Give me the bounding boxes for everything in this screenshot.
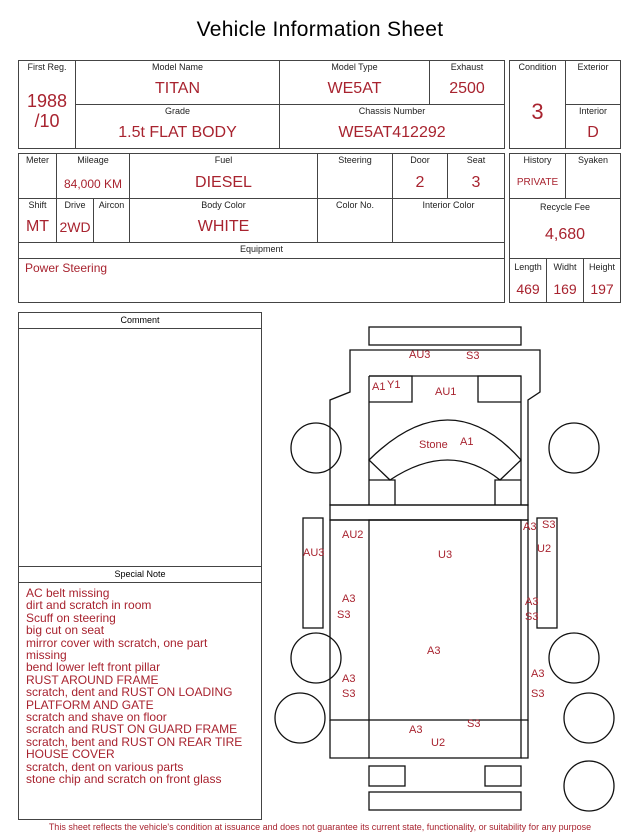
- list-item: scratch, dent on various parts: [26, 759, 184, 774]
- list-item: scratch and RUST ON GUARD FRAME: [26, 722, 238, 737]
- damage-mark: A1: [372, 381, 386, 393]
- list-item: dirt and scratch in room: [26, 598, 152, 613]
- chassis-value: WE5AT412292: [338, 124, 446, 141]
- list-item: RUST AROUND FRAME: [26, 672, 159, 687]
- fuel-cell: Fuel DIESEL: [130, 154, 318, 199]
- damage-mark: S3: [342, 688, 356, 700]
- damage-mark: AU3: [409, 349, 431, 361]
- length-cell: Length 469: [510, 259, 547, 302]
- list-item: scratch and shave on floor: [26, 710, 167, 725]
- vehicle-damage-diagram: [268, 318, 640, 818]
- list-item: stone chip and scratch on front glass: [26, 772, 222, 787]
- damage-mark: U3: [438, 549, 453, 561]
- recycle-value: 4,680: [544, 226, 586, 243]
- comment-header: Comment: [19, 313, 261, 329]
- model-name-value: TITAN: [154, 80, 201, 97]
- history-box: [509, 153, 621, 303]
- damage-mark: Stone: [419, 439, 448, 451]
- specs-box: [18, 153, 505, 303]
- bed-rear-corners: [330, 720, 528, 758]
- condition-cell: Condition 3: [510, 61, 566, 148]
- exterior-cell: Exterior: [566, 61, 620, 105]
- drive-cell: Drive 2WD: [57, 199, 94, 243]
- comment-box: [18, 312, 262, 820]
- history-cell: History PRIVATE: [510, 154, 566, 199]
- damage-mark: Y1: [387, 379, 401, 391]
- damage-mark: A3: [342, 673, 356, 685]
- width-cell: Widht 169: [547, 259, 584, 302]
- disclaimer-footer: This sheet reflects the vehicle's condition at issuance and does not guarantee its current state, functionality, or suitability for any purpose: [48, 822, 592, 832]
- drive-value: 2WD: [59, 219, 91, 235]
- mileage-value: 84,000 KM: [63, 177, 123, 191]
- rear-bumper-outline: [369, 792, 521, 810]
- damage-mark: U2: [537, 543, 552, 555]
- list-item: Scuff on steering: [26, 610, 116, 625]
- damage-mark: A1: [460, 436, 474, 448]
- page-title: Vehicle Information Sheet: [196, 18, 444, 41]
- damage-mark: S3: [466, 350, 480, 362]
- left-side-guard: [303, 518, 323, 628]
- cargo-bed-outline: [330, 520, 528, 720]
- list-item: AC belt missing: [26, 586, 110, 600]
- recycle-cell: Recycle Fee 4,680: [510, 199, 620, 259]
- condition-value: 3: [531, 99, 544, 124]
- damage-mark: A3: [525, 596, 539, 608]
- mileage-cell: Mileage 84,000 KM: [57, 154, 130, 199]
- condition-box: [509, 60, 621, 149]
- damage-mark: A3: [409, 724, 423, 736]
- exhaust-value: 2500: [449, 80, 485, 97]
- list-item: scratch, bent and RUST ON REAR TIRE: [26, 734, 243, 749]
- equipment-header: Equipment: [19, 243, 504, 259]
- list-item: HOUSE COVER: [26, 747, 115, 762]
- damage-mark: S3: [542, 519, 556, 531]
- color-no-cell: Color No.: [318, 199, 393, 243]
- mid-left-tyre: [291, 633, 341, 683]
- interior-cell: Interior D: [566, 105, 620, 148]
- special-note-header: Special Note: [19, 566, 261, 583]
- right-side-guard: [537, 518, 557, 628]
- special-notes-list: [26, 587, 242, 786]
- rear-outer-right-tyre: [564, 761, 614, 811]
- cab-lower-panels: [369, 480, 521, 505]
- list-item: bend lower left front pillar: [26, 660, 161, 675]
- right-mirror-outline: [478, 376, 521, 402]
- list-item: scratch, dent and RUST ON LOADING: [26, 685, 233, 700]
- damage-mark: A3: [531, 668, 545, 680]
- height-value: 197: [590, 281, 614, 297]
- front-left-tyre: [291, 423, 341, 473]
- damage-mark: S3: [467, 718, 481, 730]
- damage-mark: U2: [431, 737, 446, 749]
- seat-cell: Seat 3: [448, 154, 504, 199]
- first-reg-month: /10: [34, 111, 60, 131]
- equipment-value: Power Steering: [25, 261, 108, 275]
- front-bumper-outline: [369, 327, 521, 345]
- steering-cell: Steering: [318, 154, 393, 199]
- front-right-tyre: [549, 423, 599, 473]
- length-value: 469: [516, 281, 540, 297]
- shift-value: MT: [25, 218, 50, 235]
- first-reg-cell: First Reg. 1988 /10: [19, 61, 76, 148]
- model-type-cell: Model Type WE5AT: [280, 61, 430, 105]
- list-item: missing: [26, 648, 67, 663]
- grade-cell: Grade 1.5t FLAT BODY: [76, 105, 280, 148]
- door-value: 2: [415, 174, 425, 191]
- first-reg-year: 1988: [26, 91, 68, 111]
- damage-mark: A3: [342, 593, 356, 605]
- damage-mark: A3: [523, 521, 537, 533]
- fuel-value: DIESEL: [195, 174, 252, 191]
- body-color-cell: Body Color WHITE: [130, 199, 318, 243]
- rear-left-tyre: [275, 693, 325, 743]
- grade-value: 1.5t FLAT BODY: [118, 124, 237, 141]
- right-tail-light: [485, 766, 521, 786]
- damage-mark: S3: [337, 609, 351, 621]
- history-value: PRIVATE: [516, 177, 559, 188]
- damage-mark: AU1: [435, 386, 457, 398]
- meter-cell: Meter: [19, 154, 57, 199]
- model-type-value: WE5AT: [327, 80, 382, 97]
- syaken-cell: Syaken: [566, 154, 620, 199]
- rear-right-tyre: [564, 693, 614, 743]
- width-value: 169: [553, 281, 577, 297]
- damage-mark: A3: [427, 645, 441, 657]
- interior-value: D: [587, 124, 599, 141]
- mid-right-tyre: [549, 633, 599, 683]
- interior-color-cell: Interior Color: [393, 199, 504, 243]
- door-cell: Door 2: [393, 154, 448, 199]
- damage-mark: S3: [525, 611, 539, 623]
- header-box: [18, 60, 505, 149]
- seat-value: 3: [471, 174, 481, 191]
- frame-rail: [330, 505, 528, 520]
- cab-outline: [330, 350, 540, 505]
- aircon-cell: Aircon: [94, 199, 130, 243]
- height-cell: Height 197: [584, 259, 620, 302]
- left-tail-light: [369, 766, 405, 786]
- chassis-cell: Chassis Number WE5AT412292: [280, 105, 504, 148]
- list-item: mirror cover with scratch, one part: [26, 635, 208, 650]
- damage-mark: AU2: [342, 529, 364, 541]
- body-color-value: WHITE: [197, 218, 250, 235]
- damage-mark: AU3: [303, 547, 325, 559]
- exhaust-cell: Exhaust 2500: [430, 61, 504, 105]
- model-name-cell: Model Name TITAN: [76, 61, 280, 105]
- damage-mark: S3: [531, 688, 545, 700]
- list-item: PLATFORM AND GATE: [26, 697, 154, 712]
- list-item: big cut on seat: [26, 623, 105, 638]
- shift-cell: Shift MT: [19, 199, 57, 243]
